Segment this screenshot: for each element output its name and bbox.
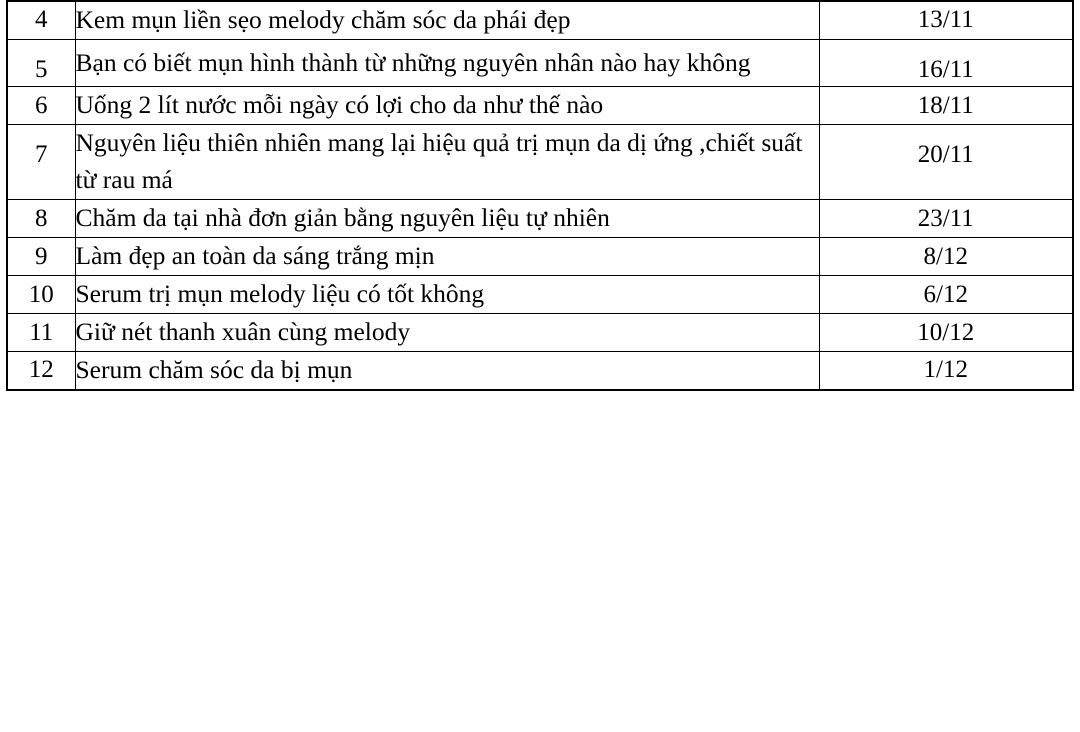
row-index: 9 [7, 238, 75, 276]
row-date: 10/12 [819, 314, 1073, 352]
table-row [7, 352, 1073, 390]
row-title: Serum trị mụn melody liệu có tốt không [75, 276, 819, 314]
row-date: 16/11 [819, 39, 1073, 87]
table-body [7, 1, 1073, 390]
row-index: 11 [7, 314, 75, 352]
table-row [7, 39, 1073, 87]
table-row [7, 125, 1073, 200]
row-title: Giữ nét thanh xuân cùng melody [75, 314, 819, 352]
row-title: Nguyên liệu thiên nhiên mang lại hiệu quả trị mụn da dị ứng ,chiết suất từ rau má [75, 125, 819, 200]
row-date: 18/11 [819, 87, 1073, 125]
table-row [7, 238, 1073, 276]
table-row [7, 1, 1073, 39]
row-date: 20/11 [819, 125, 1073, 200]
row-index: 10 [7, 276, 75, 314]
table-row [7, 314, 1073, 352]
row-title: Uống 2 lít nước mỗi ngày có lợi cho da như thế nào [75, 87, 819, 125]
row-index: 4 [7, 1, 75, 39]
row-index: 12 [7, 352, 75, 390]
row-date: 13/11 [819, 1, 1073, 39]
row-index: 7 [7, 125, 75, 200]
row-date: 8/12 [819, 238, 1073, 276]
row-index: 6 [7, 87, 75, 125]
content-table [6, 0, 1074, 391]
row-date: 1/12 [819, 352, 1073, 390]
row-index: 8 [7, 200, 75, 238]
row-title: Chăm da tại nhà đơn giản bằng nguyên liệu tự nhiên [75, 200, 819, 238]
row-date: 23/11 [819, 200, 1073, 238]
row-date: 6/12 [819, 276, 1073, 314]
row-title: Kem mụn liền sẹo melody chăm sóc da phái đẹp [75, 1, 819, 39]
table-row [7, 276, 1073, 314]
row-title: Bạn có biết mụn hình thành từ những nguyên nhân nào hay không [75, 39, 819, 87]
table-row [7, 200, 1073, 238]
row-title: Làm đẹp an toàn da sáng trắng mịn [75, 238, 819, 276]
row-title: Serum chăm sóc da bị mụn [75, 352, 819, 390]
row-index: 5 [7, 39, 75, 87]
table-row [7, 87, 1073, 125]
